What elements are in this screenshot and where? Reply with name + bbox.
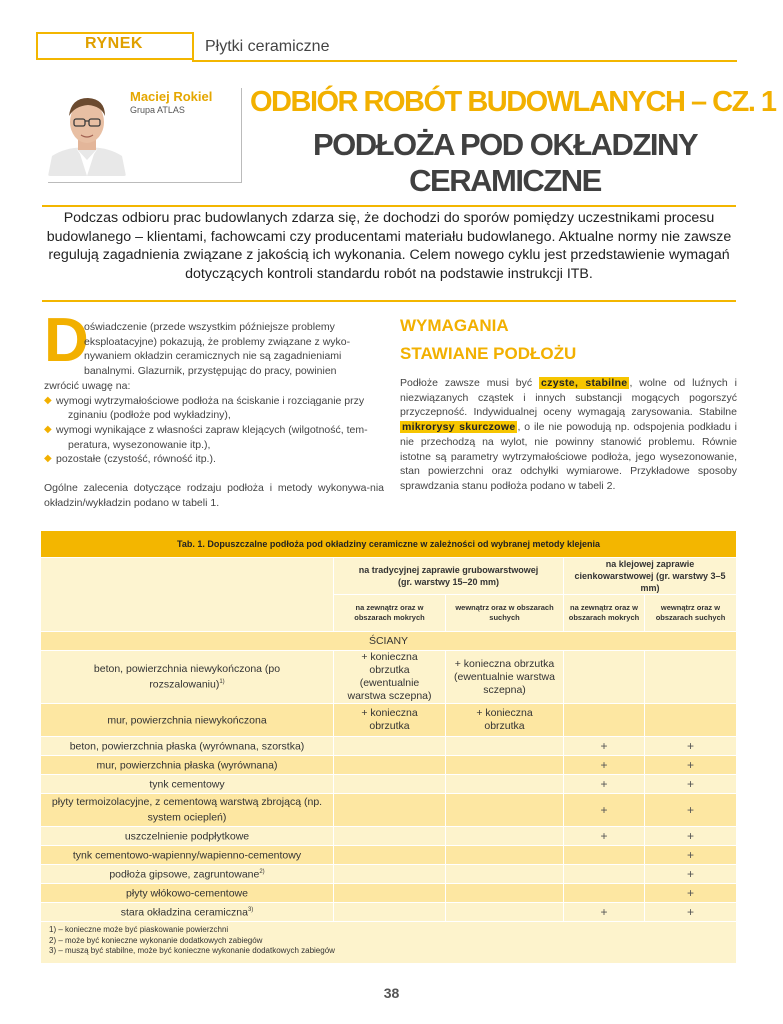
cell: +: [564, 903, 645, 922]
cell: +: [564, 775, 645, 794]
table-row: [41, 827, 737, 846]
cell: [446, 846, 564, 865]
bullet-item: [44, 452, 384, 467]
bullet-text: pozostałe (czystość, równość itp.).: [56, 453, 216, 466]
table-row: [41, 651, 737, 704]
cell: +: [645, 827, 737, 846]
row-label: płyty włókowo-cementowe: [41, 884, 334, 903]
bullet-text: peratura, wysezonowanie itp.),: [68, 438, 211, 451]
header-divider: [192, 32, 194, 60]
author-frame-line: [48, 182, 242, 183]
highlight: czyste, stabilne: [541, 377, 628, 389]
article-title-line-2: CERAMICZNE: [409, 163, 601, 198]
cell: [334, 903, 446, 922]
paragraph-text: Podłoże zawsze musi być: [400, 377, 540, 389]
cell: [564, 846, 645, 865]
intro-line: banalnymi. Glazurnik, przystępując do pracy, powinien: [84, 365, 337, 378]
cell: + konieczna obrzutka (ewentualnie warstwa sczepna): [446, 651, 564, 704]
substrate-table: [40, 530, 737, 964]
table-row: [41, 903, 737, 922]
cell: [564, 651, 645, 704]
paragraph-text: , wolne od luźnych i niezwiązanych cząstek i innych substancji mogących pogorszyć przyczepność. Indywidualnej oceny wymagają zarysowania. Stabilne: [400, 377, 737, 419]
diamond-bullet-icon: ◆: [44, 453, 52, 465]
table-row: [41, 794, 737, 827]
header-rule: [192, 60, 737, 62]
cell: [645, 651, 737, 704]
table-section-header: ŚCIANY: [41, 632, 737, 651]
bullet-text: wymogi wytrzymałościowe podłoża na ściskanie i rozciąganie przy: [56, 394, 365, 407]
table-sub-header: na zewnątrz oraz w obszarach mokrych: [564, 595, 645, 632]
table-footnotes: [41, 922, 737, 964]
intro-line: zwrócić uwagę na:: [44, 379, 131, 392]
row-label: tynk cementowy: [41, 775, 334, 794]
cell: [446, 794, 564, 827]
cell: [334, 794, 446, 827]
bullet-item: [44, 423, 384, 452]
intro-line: oświadczenie (przede wszystkim późniejsze problemy: [84, 321, 335, 333]
bullet-item: [44, 394, 384, 423]
diamond-bullet-icon: ◆: [44, 394, 52, 406]
cell: [446, 737, 564, 756]
bullet-text: wymogi wynikające z własności zapraw klejących (wilgotność, tem-: [56, 423, 368, 436]
cell: [446, 865, 564, 884]
intro-line: nywaniem okładzin ceramicznych nie są zagadnieniami: [84, 350, 342, 363]
table-row: [41, 846, 737, 865]
table-group-header: na klejowej zaprawie cienkowarstwowej (gr. warstwy 3–5 mm): [564, 558, 737, 595]
row-label: beton, powierzchnia płaska (wyrównana, szorstka): [41, 737, 334, 756]
cell: [564, 865, 645, 884]
table-row: [41, 884, 737, 903]
section-topic: Płytki ceramiczne: [205, 38, 330, 55]
cell: +: [645, 775, 737, 794]
cell: [446, 775, 564, 794]
row-label: uszczelnienie podpłytkowe: [41, 827, 334, 846]
section-label: RYNEK: [85, 35, 143, 52]
cell: [645, 704, 737, 737]
section-heading-line: STAWIANE PODŁOŻU: [400, 344, 577, 363]
section-heading: [400, 312, 740, 368]
table-1: [40, 530, 736, 964]
author-frame-line: [241, 88, 242, 182]
table-row: [41, 775, 737, 794]
cell: +: [645, 865, 737, 884]
cell: [446, 756, 564, 775]
cell: [446, 903, 564, 922]
table-sub-header: wewnątrz oraz w obszarach suchych: [446, 595, 564, 632]
cell: [334, 756, 446, 775]
footnote: 1) – konieczne może być piaskowanie powierzchni: [49, 925, 229, 934]
row-label: płyty termoizolacyjne, z cementową warstwą zbrojącą (np. system ociepleń): [41, 794, 334, 827]
row-label: beton, powierzchnia niewykończona (po rozszalowaniu)$^{1)}$: [41, 651, 334, 704]
row-label: podłoża gipsowe, zagruntowane$^{2)}$: [41, 865, 334, 884]
lead-rule-top: [42, 205, 736, 207]
paragraph-text: , o ile nie powodują np. odspojenia podkładu i nie przechodzą na wylot, nie powinny stanowić problemu. Równie istotne są parametry wytrzymałościowe podłoża, jego wysezonowanie, stan powierzchni oraz odchyłki wymiarowe. Przykładowe sposoby sprawdzania stanu podłoża podano w tabeli 2.: [400, 421, 737, 492]
row-label: mur, powierzchnia niewykończona: [41, 704, 334, 737]
cell: [334, 827, 446, 846]
table-sub-header: wewnątrz oraz w obszarach suchych: [645, 595, 737, 632]
table-corner: [41, 558, 334, 632]
cell: + konieczna obrzutka: [334, 704, 446, 737]
table-row: [41, 865, 737, 884]
row-label: stara okładzina ceramiczna$^{3)}$: [41, 903, 334, 922]
cell: +: [564, 794, 645, 827]
lead-rule-bottom: [42, 300, 736, 302]
author-name: Maciej Rokiel: [130, 89, 213, 104]
cell: [334, 846, 446, 865]
drop-cap: D: [44, 306, 89, 375]
bullet-text: zginaniu (podłoże pod wykładziny),: [68, 409, 231, 422]
cell: +: [645, 846, 737, 865]
article-series-title: ODBIÓR ROBÓT BUDOWLANYCH – CZ. 1: [250, 86, 776, 118]
right-column-paragraph: [400, 376, 737, 494]
row-label: tynk cementowo-wapienny/wapienno-cementowy: [41, 846, 334, 865]
cell: +: [645, 794, 737, 827]
table-row: [41, 756, 737, 775]
table-row: [41, 704, 737, 737]
cell: [446, 827, 564, 846]
footnote: 2) – może być konieczne wykonanie dodatkowych zabiegów: [49, 935, 263, 945]
cell: [334, 737, 446, 756]
intro-line: eksploatacyjne) pokazują, że problemy związane z wyko-: [84, 335, 351, 348]
author-organization: Grupa ATLAS: [130, 105, 185, 115]
cell: +: [645, 903, 737, 922]
cell: [334, 865, 446, 884]
article-title-line-1: PODŁOŻA POD OKŁADZINY: [312, 127, 698, 162]
cell: + konieczna obrzutka: [446, 704, 564, 737]
cell: +: [645, 884, 737, 903]
footnote: 3) – muszą być stabilne, może być konieczne wykonanie dodatkowych zabiegów: [49, 946, 335, 955]
table-group-header: na tradycyjnej zaprawie grubowarstwowej (gr. warstwy 15–20 mm): [334, 558, 564, 595]
table-title: Tab. 1. Dopuszczalne podłoża pod okładziny ceramiczne w zależności od wybranej metody klejenia: [41, 531, 737, 558]
cell: [564, 704, 645, 737]
cell: [334, 884, 446, 903]
table-row: [41, 737, 737, 756]
cell: +: [645, 737, 737, 756]
row-label: mur, powierzchnia płaska (wyrównana): [41, 756, 334, 775]
highlight: mikrorysy skurczowe: [402, 421, 516, 434]
page-number: 38: [383, 985, 400, 1001]
closing-paragraph: Ogólne zalecenia dotyczące rodzaju podłoża i metody wykonywa-nia okładzin/wykładzin podano w tabeli 1.: [44, 482, 384, 509]
cell: [334, 775, 446, 794]
cell: + konieczna obrzutka (ewentualnie warstwa sczepna): [334, 651, 446, 704]
cell: +: [645, 756, 737, 775]
author-photo: [48, 88, 126, 176]
cell: [564, 884, 645, 903]
lead-paragraph: Podczas odbioru prac budowlanych zdarza się, że dochodzi do sporów pomiędzy uczestnikami procesu budowlanego – klientami, fachowcami czy producentami materiału budowlanego. Aktualne normy nie zawsze regulują zagadnienia związane z jakością ich wykonania. Celem nowego cyklu jest przedstawienie wymagań dotyczących kontroli standardu robót na podstawie instrukcji ITB.: [46, 210, 732, 282]
cell: [446, 884, 564, 903]
section-heading-line: WYMAGANIA: [400, 316, 509, 335]
left-column: [44, 320, 384, 510]
diamond-bullet-icon: ◆: [44, 423, 52, 435]
cell: +: [564, 756, 645, 775]
cell: +: [564, 737, 645, 756]
table-sub-header: na zewnątrz oraz w obszarach mokrych: [334, 595, 446, 632]
cell: +: [564, 827, 645, 846]
